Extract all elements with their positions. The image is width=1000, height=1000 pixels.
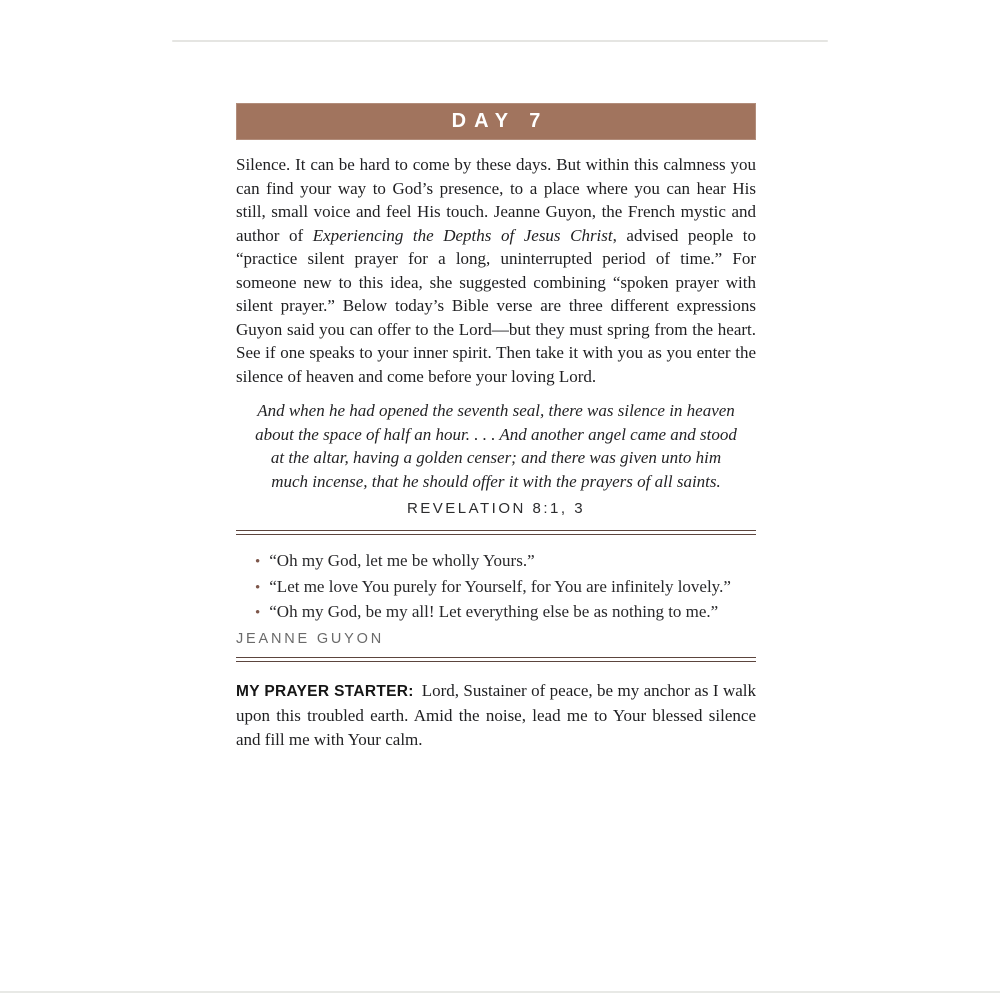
intro-text-after: , advised people to “practice silent prayer for a long, uninterrupted period of time.” For someone new to this idea, she suggested combining “spoken prayer with silent prayer.” Below today’s Bible verse are three different expressions Guyon said you can offer to the Lord—but they must spring from the heart. See if one speaks to your inner spirit. Then take it with you as you enter the silence of heaven and come before your loving Lord.	[236, 225, 757, 386]
bullet-icon: •	[255, 554, 261, 570]
book-title-italic: Experiencing the Depths of Jesus Christ	[312, 225, 613, 245]
quote-text: “Oh my God, be my all! Let everything else be as nothing to me.”	[269, 602, 719, 621]
quote-attribution: JEANNE GUYON	[236, 630, 385, 647]
bullet-icon: •	[255, 579, 261, 596]
quote-item	[255, 549, 756, 575]
divider-double-rule-bottom	[236, 657, 756, 662]
page-top-edge-line	[172, 40, 828, 42]
verse-line: much incense, that he should offer it with the prayers of all saints.	[271, 471, 721, 491]
page-bottom-edge-line	[0, 991, 1000, 993]
verse-line: at the altar, having a golden censer; and there was given unto him	[270, 448, 722, 467]
quote-text: “Oh my God, let me be wholly Yours.”	[269, 551, 535, 570]
intro-paragraph	[236, 153, 756, 388]
prayer-starter-text: Lord, Sustainer of peace, be my anchor as I walk upon this troubled earth. Amid the noise, lead me to Your blessed silence and fill me with Your calm.	[236, 680, 756, 749]
quote-list	[236, 549, 756, 626]
divider-double-rule-top	[236, 530, 756, 535]
day-title: DAY 7	[451, 110, 549, 132]
intro-text-before: Silence. It can be hard to come by these days. But within this calmness you can find your way to God’s presence, to a place where you can hear His still, small voice and feel His touch. Jeanne Guyon, the French mystic and author of	[236, 155, 756, 245]
prayer-starter-paragraph	[236, 679, 756, 752]
verse-line: And when he had opened the seventh seal, there was silence in heaven	[257, 401, 735, 420]
quote-text: “Let me love You purely for Yourself, for You are infinitely lovely.”	[269, 576, 731, 596]
verse-line: about the space of half an hour. . . . And another angel came and stood	[255, 424, 737, 444]
verse-reference: REVELATION 8:1, 3	[406, 500, 586, 517]
page-content	[236, 103, 756, 752]
quote-item	[255, 575, 756, 601]
bible-verse	[236, 399, 756, 493]
quote-item	[255, 600, 756, 626]
prayer-starter-label: MY PRAYER STARTER:	[236, 682, 414, 700]
day-banner	[236, 103, 756, 140]
bullet-icon: •	[255, 605, 261, 621]
